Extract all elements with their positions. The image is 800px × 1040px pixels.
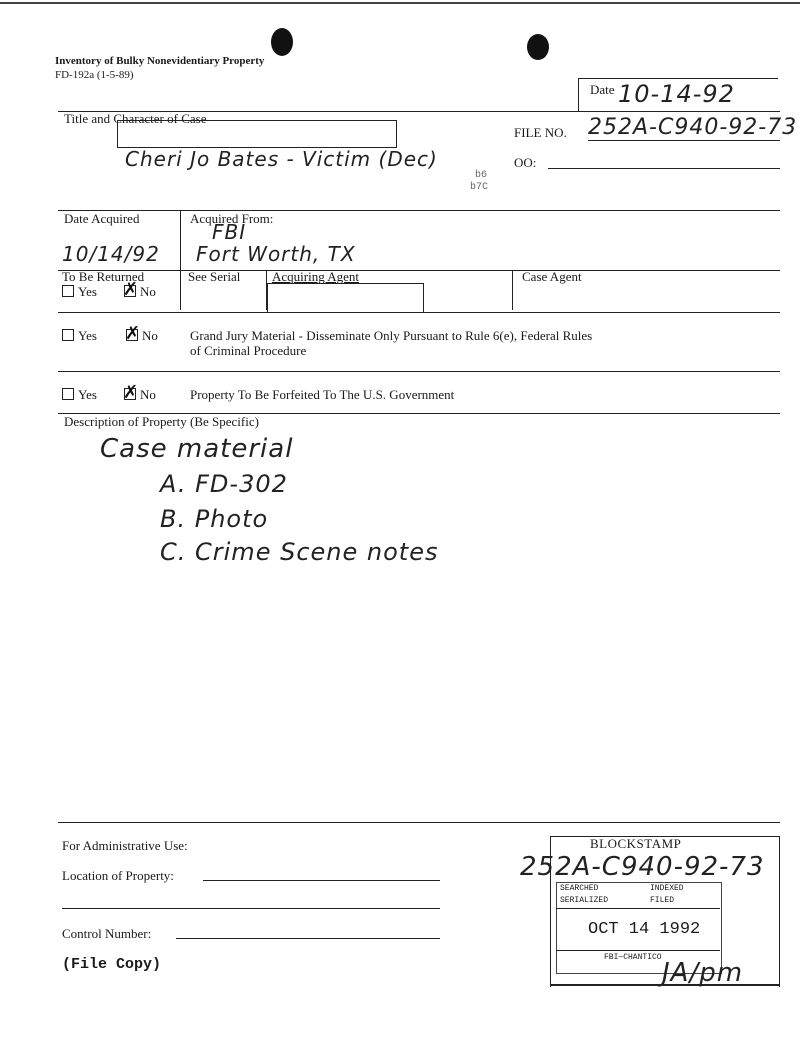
date-acquired-label: Date Acquired [64, 211, 140, 226]
blockstamp-label: BLOCKSTAMP [590, 836, 682, 851]
location-field[interactable] [203, 880, 440, 881]
returned-no-option[interactable]: ✗ No [123, 279, 156, 300]
returned-yes-option[interactable]: Yes [62, 284, 97, 300]
grand-jury-yes-checkbox[interactable] [62, 329, 74, 341]
stamp-searched: SEARCHED [560, 884, 599, 893]
form-title: Inventory of Bulky Nonevidentiary Property [55, 55, 265, 67]
forfeit-text: Property To Be Forfeited To The U.S. Government [190, 387, 455, 402]
stamp-serialized: SERIALIZED [560, 896, 609, 905]
description-line[interactable]: B. Photo [160, 505, 269, 533]
acquiring-agent-label: Acquiring Agent [272, 269, 360, 284]
control-number-field[interactable] [176, 938, 440, 939]
description-label: Description of Property (Be Specific) [64, 414, 259, 429]
divider [58, 270, 780, 271]
stamp-office: FBI—CHANTICO [604, 953, 662, 962]
file-no-value[interactable]: 252A-C940-92-73 [588, 115, 798, 140]
redaction-box [117, 120, 397, 148]
returned-no-checkbox[interactable] [123, 279, 139, 300]
forfeit-no-checkbox[interactable] [123, 382, 139, 403]
forfeit-yes-option[interactable]: Yes [62, 387, 97, 403]
divider [58, 371, 780, 372]
acquired-from-label: Acquired From: [190, 211, 274, 226]
location-label: Location of Property: [62, 868, 174, 883]
location-field-line2[interactable] [62, 908, 440, 909]
initials-signature: JA/pm [662, 958, 744, 988]
redaction-code-b7c: b7C [470, 182, 489, 193]
punch-hole-mark [527, 34, 549, 60]
grand-jury-text-line1: Grand Jury Material - Disseminate Only Pursuant to Rule 6(e), Federal Rules [190, 328, 593, 343]
divider [58, 210, 780, 211]
check-x-icon: ✗ [123, 382, 139, 403]
file-no-label: FILE NO. [514, 125, 567, 140]
case-title-value[interactable]: Cheri Jo Bates - Victim (Dec) [125, 147, 438, 171]
acquired-from-line1[interactable]: FBI [212, 220, 247, 244]
redaction-box [267, 283, 424, 313]
grand-jury-no-option[interactable]: ✗ No [125, 323, 158, 344]
check-x-icon: ✗ [125, 323, 141, 344]
admin-label: For Administrative Use: [62, 838, 188, 853]
grand-jury-text-line2: of Criminal Procedure [190, 343, 307, 358]
oo-field[interactable] [548, 168, 780, 169]
date-value[interactable]: 10-14-92 [618, 80, 735, 108]
check-x-icon: ✗ [123, 279, 139, 300]
form-number: FD-192a (1-5-89) [55, 69, 134, 81]
acquired-from-line2[interactable]: Fort Worth, TX [196, 242, 356, 266]
stamp-filed: FILED [650, 896, 675, 905]
see-serial-label: See Serial [188, 269, 241, 284]
redaction-code-b6: b6 [475, 170, 488, 181]
description-line[interactable]: C. Crime Scene notes [160, 538, 439, 566]
description-line[interactable]: A. FD-302 [160, 470, 288, 498]
file-copy-text: (File Copy) [62, 956, 162, 973]
returned-yes-checkbox[interactable] [62, 285, 74, 297]
control-number-label: Control Number: [62, 926, 152, 941]
blockstamp-number: 252A-C940-92-73 [520, 852, 765, 882]
description-line[interactable]: Case material [100, 434, 294, 464]
date-acquired-value[interactable]: 10/14/92 [62, 242, 160, 266]
divider [58, 822, 780, 823]
grand-jury-yes-option[interactable]: Yes [62, 328, 97, 344]
top-edge [0, 2, 800, 4]
grand-jury-no-checkbox[interactable] [125, 323, 141, 344]
case-agent-label: Case Agent [522, 269, 582, 284]
to-be-returned-label: To Be Returned [62, 269, 145, 284]
divider [58, 312, 780, 313]
forfeit-yes-checkbox[interactable] [62, 388, 74, 400]
punch-hole-mark [271, 28, 293, 56]
date-label: Date [590, 82, 615, 97]
forfeit-no-option[interactable]: ✗ No [123, 382, 156, 403]
stamp-date: OCT 14 1992 [588, 920, 701, 939]
stamp-indexed: INDEXED [650, 884, 684, 893]
title-character-label: Title and Character of Case [64, 111, 207, 126]
oo-label: OO: [514, 155, 537, 170]
